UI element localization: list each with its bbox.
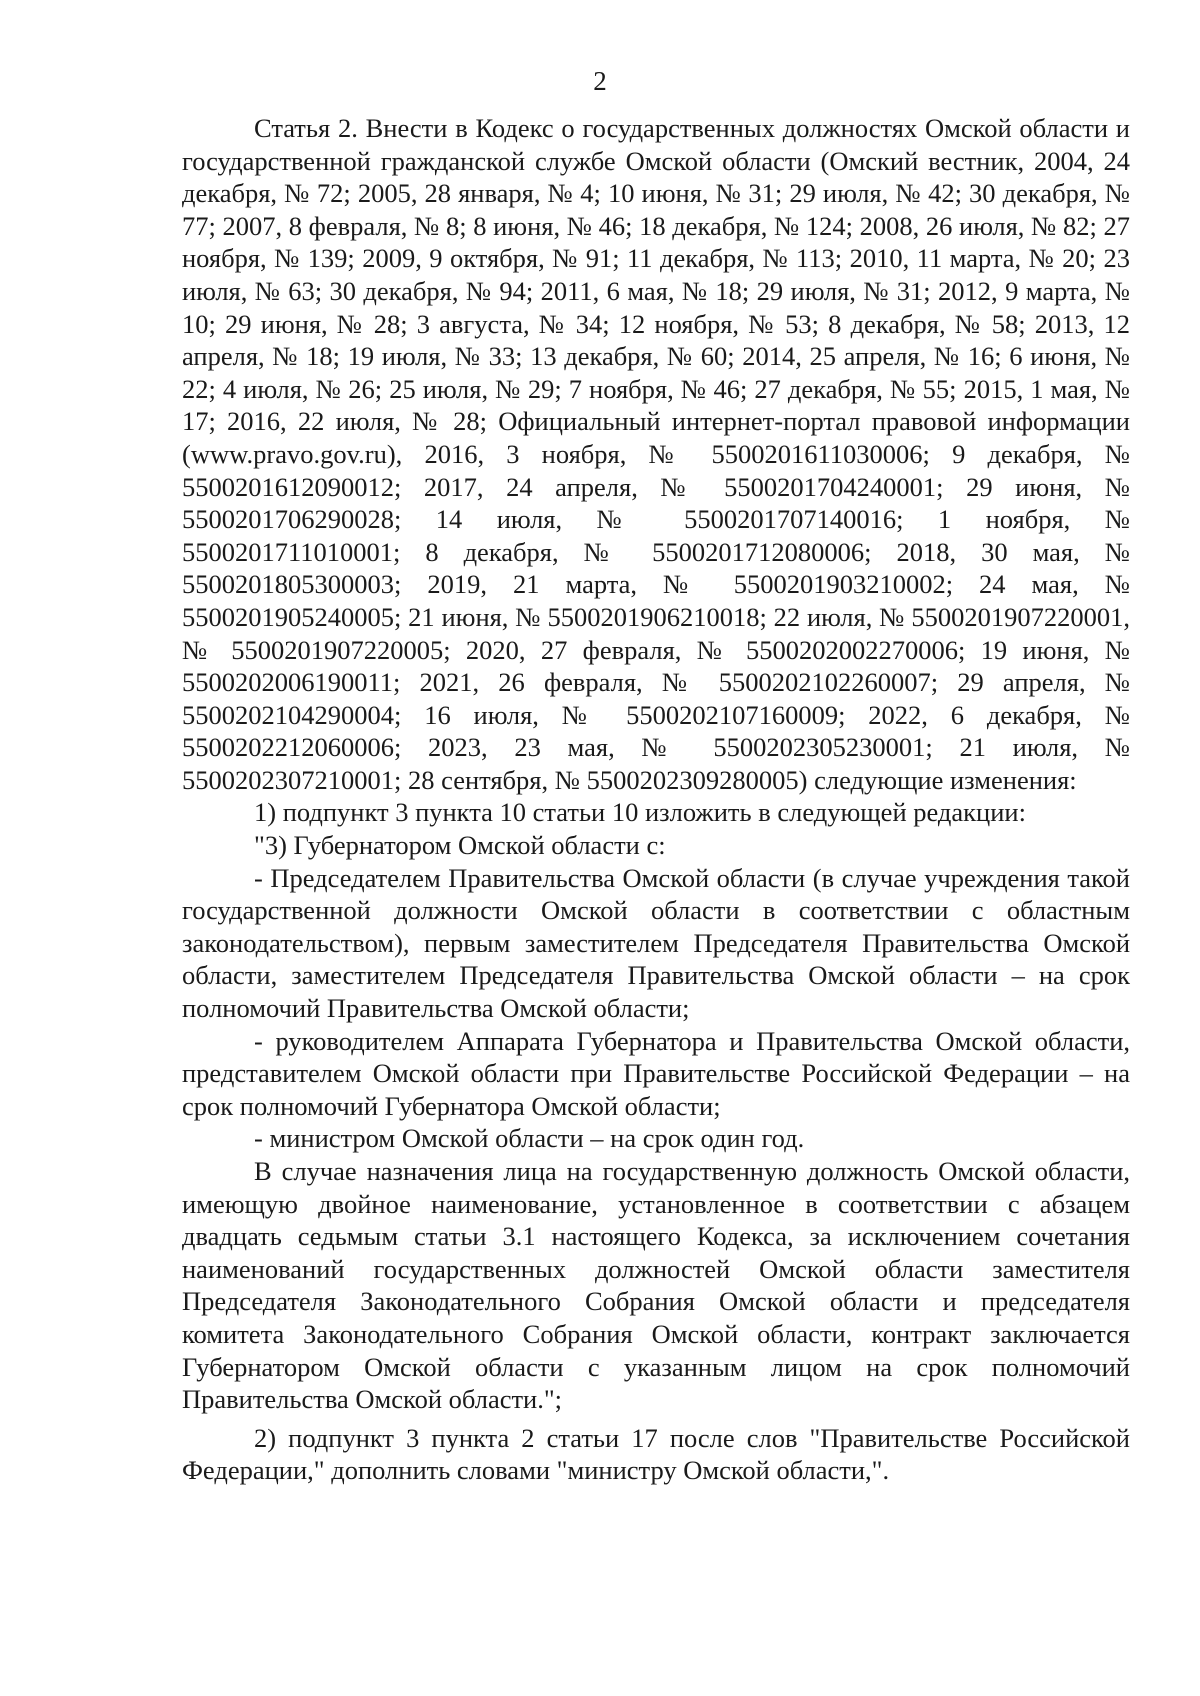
article-intro-paragraph: Статья 2. Внести в Кодекс о государственных должностях Омской области и государственной гражданской службе Омской области (Омский вестник, 2004, 24 декабря, № 72; 2005, 28 января, № 4; 10 июня, № 31; 29 июля, № 42; 30 декабря, № 77; 2007, 8 февраля, № 8; 8 июня, № 46; 18 декабря, № 124; 2008, 26 июля, № 82; 27 ноября, № 139; 2009, 9 октября, № 91; 11 декабря, № 113; 2010, 11 марта, № 20; 23 июля, № 63; 30 декабря, № 94; 2011, 6 мая, № 18; 29 июля, № 31; 2012, 9 марта, № 10; 29 июня, № 28; 3 августа, № 34; 12 ноября, № 53; 8 декабря, № 58; 2013, 12 апреля, № 18; 19 июля, № 33; 13 декабря, № 60; 2014, 25 апреля, № 16; 6 июня, № 22; 4 июля, № 26; 25 июля, № 29; 7 ноября, № 46; 27 декабря, № 55; 2015, 1 мая, № 17; 2016, 22 июля, № 28; Официальный интернет-портал правовой информации (www.pravo.gov.ru), 2016, 3 ноября, № 5500201611030006; 9 декабря, № 5500201612090012; 2017, 24 апреля, № 5500201704240001; 29 июня, № 5500201706290028; 14 июля, № 5500201707140016; 1 ноября, № 5500201711010001; 8 декабря, № 5500201712080006; 2018, 30 мая, № 5500201805300003; 2019, 21 марта, № 5500201903210002; 24 мая, № 5500201905240005; 21 июня, № 5500201906210018; 22 июля, № 5500201907220001, № 5500201907220005; 2020, 27 февраля, № 5500202002270006; 19 июня, № 5500202006190011; 2021, 26 февраля, № 5500202102260007; 29 апреля, № 5500202104290004; 16 июля, № 5500202107160009; 2022, 6 декабря, № 5500202212060006; 2023, 23 мая, № 5500202305230001; 21 июля, № 5500202307210001; 28 сентября, № 5500202309280005) следующие изменения: bbox=[182, 113, 1130, 795]
amendment-item-2: 2) подпункт 3 пункта 2 статьи 17 после слов "Правительстве Российской Федерации," дополнить словами "министру Омской области,". bbox=[182, 1422, 1130, 1486]
quoted-dash-item-2: - руководителем Аппарата Губернатора и Правительства Омской области, представителем Омской области при Правительстве Российской Федерации – на срок полномочий Губернатора Омской области; bbox=[182, 1025, 1130, 1121]
page-number: 2 bbox=[593, 66, 607, 96]
document-body bbox=[182, 112, 1130, 1487]
quoted-dash-item-1: - Председателем Правительства Омской области (в случае учреждения такой государственной должности Омской области в соответствии с областным законодательством), первым заместителем Председателя Правительства Омской области, заместителем Председателя Правительства Омской области – на срок полномочий Правительства Омской области; bbox=[182, 862, 1130, 1024]
quoted-dash-item-3: - министром Омской области – на срок один год. bbox=[254, 1123, 805, 1154]
amendment-item-1: 1) подпункт 3 пункта 10 статьи 10 изложить в следующей редакции: bbox=[254, 797, 1026, 828]
quoted-subitem-heading: "3) Губернатором Омской области с: bbox=[254, 830, 666, 861]
quoted-paragraph: В случае назначения лица на государственную должность Омской области, имеющую двойное наименование, установленное в соответствии с абзацем двадцать седьмым статьи 3.1 настоящего Кодекса, за исключением сочетания наименований государственных должностей Омской области заместителя Председателя Законодательного Собрания Омской области и председателя комитета Законодательного Собрания Омской области, контракт заключается Губернатором Омской области с указанным лицом на срок полномочий Правительства Омской области."; bbox=[182, 1156, 1130, 1415]
